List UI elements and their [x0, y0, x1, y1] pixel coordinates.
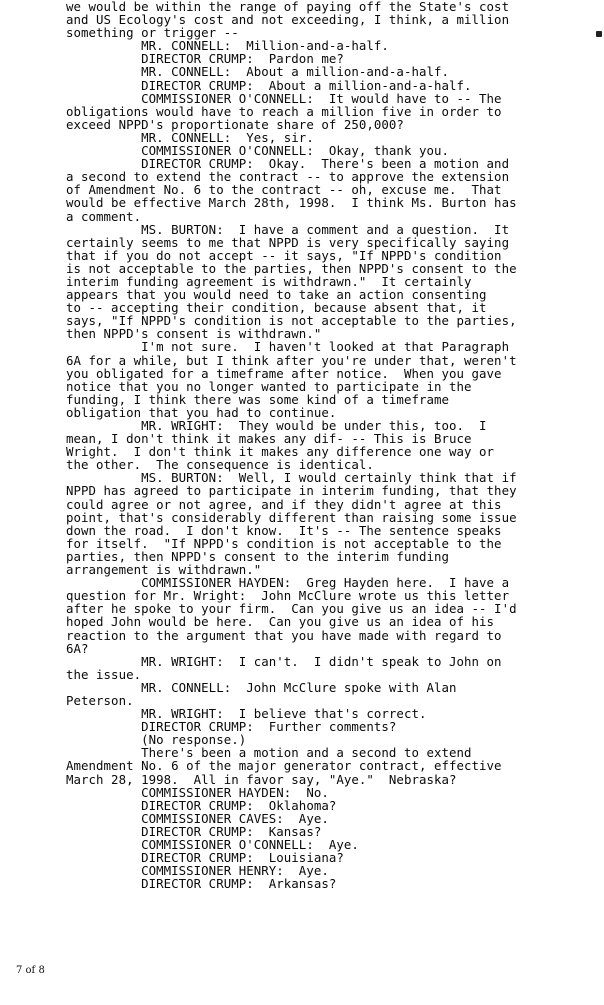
transcript-line: and US Ecology's cost and not exceeding, I think, a million	[66, 12, 510, 28]
transcript-line: 6A for a while, but I think after you're under that, weren't	[66, 352, 517, 368]
transcript-line: we would be within the range of paying off the State's cost	[66, 0, 510, 14]
transcript-line: Amendment No. 6 of the major generator contract, effective	[66, 758, 502, 774]
transcript-line: DIRECTOR CRUMP: Okay. There's been a motion and	[66, 156, 510, 172]
transcript-line: MR. CONNELL: About a million-and-a-half.	[66, 64, 449, 80]
transcript-line: after he spoke to your firm. Can you give us an idea -- I'd	[66, 601, 517, 617]
transcript-line: NPPD has agreed to participate in interim funding, that they	[66, 483, 517, 499]
transcript-body	[66, 0, 596, 890]
transcript-line: MR. WRIGHT: I believe that's correct.	[66, 706, 427, 722]
transcript-line: COMMISSIONER O'CONNELL: It would have to -- The	[66, 90, 502, 106]
transcript-line: COMMISSIONER HAYDEN: Greg Hayden here. I have a	[66, 575, 510, 591]
transcript-line: says, "If NPPD's condition is not acceptable to the parties,	[66, 313, 517, 329]
transcript-line: DIRECTOR CRUMP: About a million-and-a-half.	[66, 77, 472, 93]
transcript-line: MS. BURTON: Well, I would certainly think that if	[66, 470, 517, 486]
transcript-line: COMMISSIONER O'CONNELL: Okay, thank you.	[66, 143, 449, 159]
transcript-line: MS. BURTON: I have a comment and a question. It	[66, 221, 510, 237]
transcript-line: hoped John would be here. Can you give us an idea of his	[66, 614, 495, 630]
transcript-line: a comment.	[66, 208, 142, 224]
transcript-line: Peterson.	[66, 692, 134, 708]
transcript-line: 6A?	[66, 640, 89, 656]
transcript-line: funding, I think there was some kind of a timeframe	[66, 391, 449, 407]
transcript-line: the other. The consequence is identical.	[66, 457, 374, 473]
transcript-line: DIRECTOR CRUMP: Pardon me?	[66, 51, 344, 67]
transcript-line: a second to extend the contract -- to approve the extension	[66, 169, 510, 185]
transcript-line: MR. CONNELL: Yes, sir.	[66, 129, 314, 145]
transcript-line: March 28, 1998. All in favor say, "Aye." Nebraska?	[66, 771, 457, 787]
transcript-line: There's been a motion and a second to extend	[66, 745, 472, 761]
transcript-line: is not acceptable to the parties, then NPPD's consent to the	[66, 260, 517, 276]
transcript-line: certainly seems to me that NPPD is very specifically saying	[66, 234, 510, 250]
scan-artifact-mark	[596, 31, 602, 37]
transcript-line: I'm not sure. I haven't looked at that Paragraph	[66, 339, 510, 355]
transcript-line: question for Mr. Wright: John McClure wrote us this letter	[66, 588, 510, 604]
transcript-line: something or trigger --	[66, 25, 239, 41]
page-number: 7 of 8	[16, 965, 45, 976]
transcript-line: (No response.)	[66, 732, 247, 748]
transcript-line: appears that you would need to take an action consenting	[66, 287, 487, 303]
transcript-line: then NPPD's consent is withdrawn."	[66, 326, 322, 342]
transcript-line: mean, I don't think it makes any dif- -- This is Bruce	[66, 431, 472, 447]
transcript-line: DIRECTOR CRUMP: Further comments?	[66, 719, 397, 735]
transcript-line: DIRECTOR CRUMP: Kansas?	[66, 823, 322, 839]
transcript-line: obligations would have to reach a million five in order to	[66, 103, 502, 119]
transcript-line: could agree or not agree, and if they didn't agree at this	[66, 496, 502, 512]
transcript-line: parties, then NPPD's consent to the interim funding	[66, 548, 449, 564]
transcript-line: COMMISSIONER HAYDEN: No.	[66, 784, 329, 800]
transcript-line: obligation that you had to continue.	[66, 404, 337, 420]
transcript-line: would be effective March 28th, 1998. I think Ms. Burton has	[66, 195, 517, 211]
transcript-line: you obligated for a timeframe after notice. When you gave	[66, 365, 502, 381]
transcript-line: reaction to the argument that you have made with regard to	[66, 627, 502, 643]
transcript-line: interim funding agreement is withdrawn." It certainly	[66, 273, 472, 289]
transcript-line: COMMISSIONER CAVES: Aye.	[66, 810, 329, 826]
transcript-line: MR. WRIGHT: I can't. I didn't speak to John on	[66, 653, 502, 669]
transcript-line: DIRECTOR CRUMP: Arkansas?	[66, 876, 337, 892]
transcript-line: that if you do not accept -- it says, "If NPPD's condition	[66, 247, 502, 263]
transcript-line: down the road. I don't know. It's -- The sentence speaks	[66, 522, 502, 538]
transcript-line: for itself. "If NPPD's condition is not acceptable to the	[66, 535, 502, 551]
transcript-line: COMMISSIONER O'CONNELL: Aye.	[66, 837, 359, 852]
transcript-line: point, that's considerably different than raising some issue	[66, 509, 517, 525]
transcript-line: Wright. I don't think it makes any difference one way or	[66, 444, 495, 460]
transcript-line: to -- accepting their condition, because absent that, it	[66, 300, 487, 316]
transcript-line: the issue.	[66, 666, 142, 682]
transcript-line: DIRECTOR CRUMP: Louisiana?	[66, 850, 344, 866]
transcript-line: of Amendment No. 6 to the contract -- oh, excuse me. That	[66, 182, 502, 198]
transcript-line: exceed NPPD's proportionate share of 250,000?	[66, 116, 404, 132]
transcript-line: arrangement is withdrawn."	[66, 562, 262, 578]
transcript-line: notice that you no longer wanted to participate in the	[66, 378, 472, 394]
transcript-line: MR. CONNELL: John McClure spoke with Alan	[66, 679, 457, 695]
transcript-line: COMMISSIONER HENRY: Aye.	[66, 863, 329, 879]
transcript-line: MR. CONNELL: Million-and-a-half.	[66, 38, 389, 54]
transcript-line: DIRECTOR CRUMP: Oklahoma?	[66, 797, 337, 813]
transcript-line: MR. WRIGHT: They would be under this, too. I	[66, 418, 487, 433]
